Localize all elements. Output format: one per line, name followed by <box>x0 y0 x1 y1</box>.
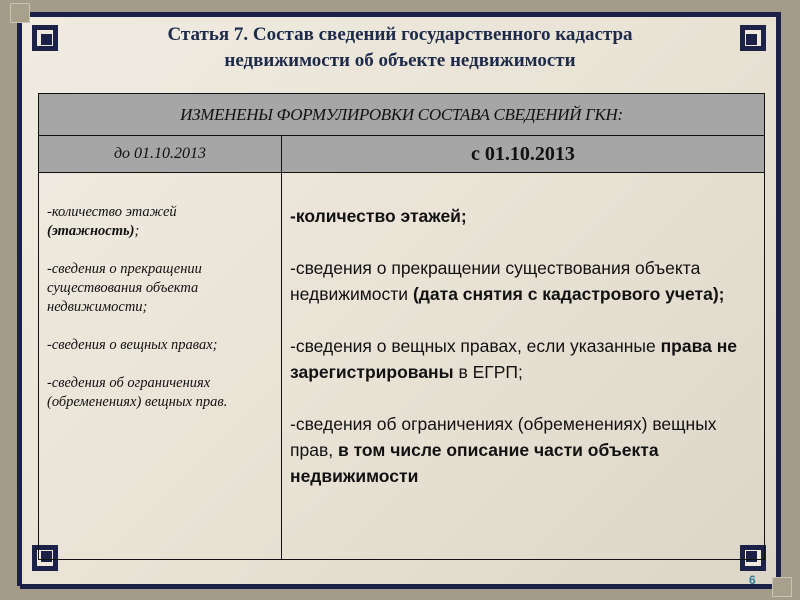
table-header: ИЗМЕНЕНЫ ФОРМУЛИРОВКИ СОСТАВА СВЕДЕНИЙ ГКН: <box>39 94 765 136</box>
frame-line-bottom <box>20 584 778 589</box>
corner-tab-bottom-right <box>772 577 792 597</box>
frame-line-top <box>20 12 778 17</box>
title-line-1: Статья 7. Состав сведений государственного кадастра <box>167 24 633 45</box>
title-line-2: недвижимости об объекте недвижимости <box>224 50 576 71</box>
comparison-table <box>38 93 765 560</box>
item-bold: права не зарегистрированы <box>290 336 738 382</box>
list-item <box>290 411 756 489</box>
before-cell <box>39 173 282 560</box>
list-item: -сведения о прекращении существования объекта недвижимости; <box>47 261 202 315</box>
column-header-before: до 01.10.2013 <box>39 136 282 173</box>
item-text: -количество этажей <box>47 204 177 220</box>
list-item <box>290 203 756 229</box>
item-bold: в том числе описание части объекта недвижимости <box>290 440 659 486</box>
item-text: -сведения о вещных правах, если указанные <box>290 336 661 356</box>
list-item: -сведения о вещных правах; <box>47 337 218 353</box>
corner-square-icon <box>32 25 58 51</box>
frame-line-right <box>776 12 781 586</box>
list-item <box>47 203 273 241</box>
item-bold: -количество этажей; <box>290 206 467 226</box>
frame-line-left <box>17 12 22 586</box>
item-text: в ЕГРП; <box>453 362 523 382</box>
item-bold: (дата снятия с кадастрового учета); <box>412 284 725 304</box>
page-number: 6 <box>749 573 756 587</box>
item-text: -сведения об ограничениях (обременениях) вещных прав, <box>290 414 717 460</box>
slide-title <box>80 22 720 74</box>
list-item: -сведения об ограничениях (обременениях) вещных прав. <box>47 375 228 410</box>
column-header-after: с 01.10.2013 <box>282 136 765 173</box>
item-text: ; <box>134 223 140 239</box>
list-item <box>290 255 756 307</box>
list-item <box>290 333 756 385</box>
item-text: -сведения о прекращении существования объекта недвижимости <box>290 258 701 304</box>
item-bold: (этажность) <box>47 223 135 239</box>
corner-square-icon <box>740 25 766 51</box>
corner-tab-top-left <box>10 3 30 23</box>
after-cell <box>282 173 765 560</box>
